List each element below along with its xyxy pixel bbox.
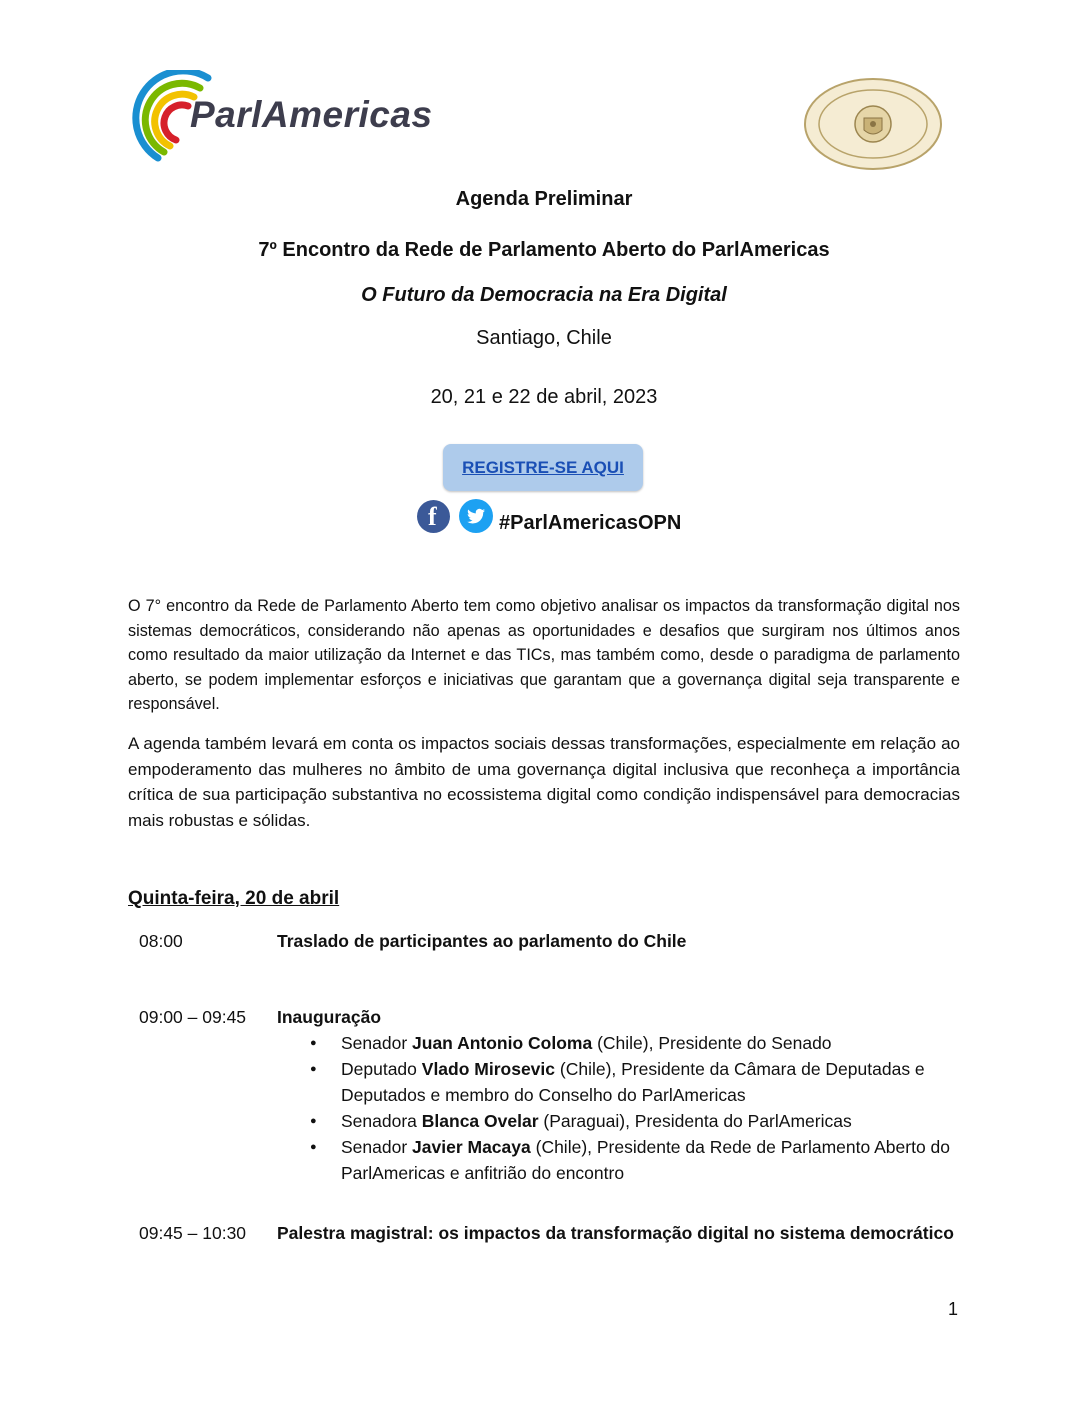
twitter-icon[interactable] bbox=[459, 499, 493, 533]
logo-wordmark: ParlAmericas bbox=[190, 94, 433, 135]
session-time: 09:00 – 09:45 bbox=[139, 1007, 247, 1027]
register-link[interactable]: REGISTRE-SE AQUI bbox=[462, 457, 624, 477]
speaker-name: Vlado Mirosevic bbox=[421, 1059, 556, 1079]
intro-paragraph-2: A agenda também levará em conta os impactos sociais dessas transformações, especialmente em relação ao empoderamento das mulheres no âmbito de uma governança digital inclusiva que reconheça a importância crítica de sua participação substantiva no ecossistema digital como condição indispensável para democracias mais robustas e sólidas. bbox=[128, 734, 960, 830]
speaker-item: ● Senador Javier Macaya (Chile), Presidente da Rede de Parlamento Aberto do ParlAmericas e anfitrião do encontro bbox=[341, 1134, 961, 1186]
page-number: 1 bbox=[948, 1299, 959, 1319]
social-bar bbox=[417, 499, 687, 535]
register-button[interactable] bbox=[443, 444, 643, 491]
session-time: 09:45 – 10:30 bbox=[139, 1223, 247, 1243]
hashtag: #ParlAmericasOPN bbox=[499, 512, 682, 534]
session-title: Inauguração bbox=[277, 1007, 382, 1027]
speaker-name: Juan Antonio Coloma bbox=[412, 1033, 593, 1053]
parlamericas-logo bbox=[128, 70, 448, 165]
speaker-item: ● Senadora Blanca Ovelar (Paraguai), Presidenta do ParlAmericas bbox=[341, 1108, 961, 1134]
session-title: Traslado de participantes ao parlamento do Chile bbox=[277, 931, 687, 951]
seal-icon bbox=[802, 76, 944, 172]
congreso-chile-seal bbox=[802, 76, 944, 172]
speaker-name: Blanca Ovelar bbox=[421, 1111, 539, 1131]
day-heading: Quinta-feira, 20 de abril bbox=[128, 888, 340, 909]
speaker-list bbox=[341, 1030, 961, 1186]
speaker-item: ● Deputado Vlado Mirosevic (Chile), Presidente da Câmara de Deputadas e Deputados e membro do Conselho do ParlAmericas bbox=[341, 1056, 961, 1108]
intro-paragraph-1: O 7° encontro da Rede de Parlamento Aberto tem como objetivo analisar os impactos da transformação digital nos sistemas democráticos, considerando não apenas as oportunidades e desafios que surgiram nos últimos anos como resultado da maior utilização da Internet e das TICs, mas também como, desde o paradigma de parlamento aberto, se podem implementar esforços e iniciativas que garantam que a governança digital seja transparente e responsável. bbox=[128, 597, 960, 714]
session-title: Palestra magistral: os impactos da transformação digital no sistema democrático bbox=[277, 1223, 954, 1243]
page-subtitle: O Futuro da Democracia na Era Digital bbox=[361, 284, 727, 306]
agenda-label: Agenda Preliminar bbox=[455, 188, 633, 210]
page-title: 7º Encontro da Rede de Parlamento Aberto do ParlAmericas bbox=[258, 239, 830, 261]
facebook-icon[interactable]: f bbox=[417, 500, 450, 533]
speaker-name: Javier Macaya bbox=[412, 1137, 531, 1157]
speaker-item: ● Senador Juan Antonio Coloma (Chile), Presidente do Senado bbox=[341, 1030, 961, 1056]
session-time: 08:00 bbox=[139, 931, 183, 951]
event-location: Santiago, Chile bbox=[476, 327, 612, 349]
event-dates: 20, 21 e 22 de abril, 2023 bbox=[430, 386, 658, 408]
